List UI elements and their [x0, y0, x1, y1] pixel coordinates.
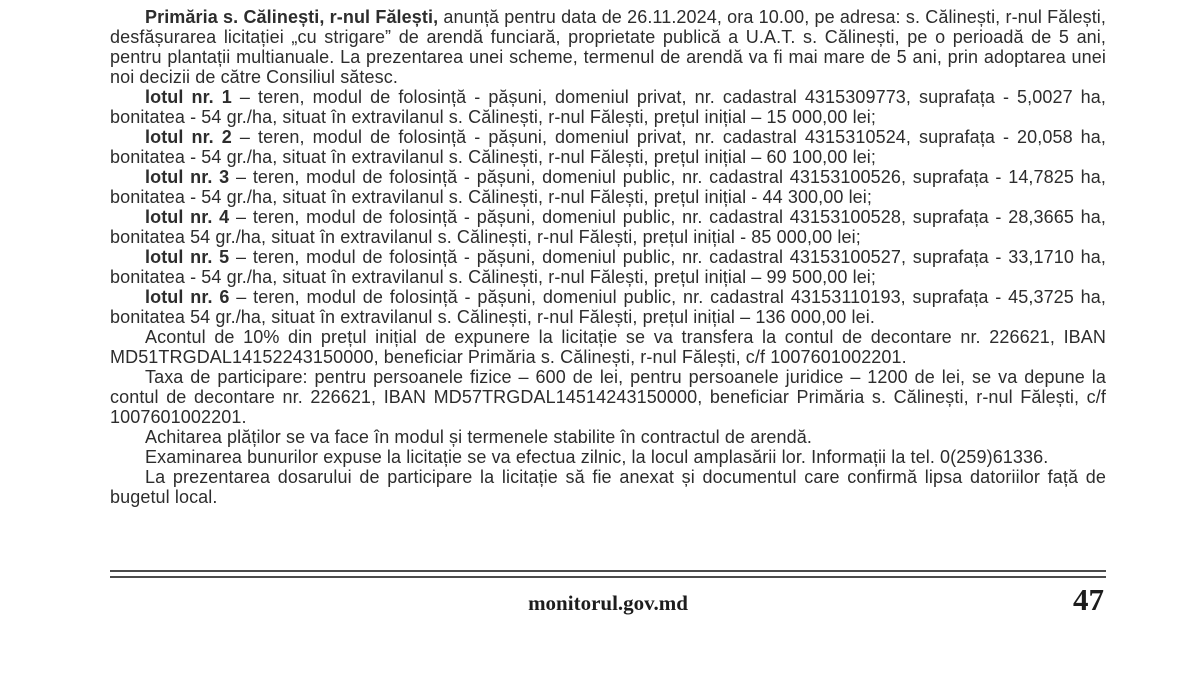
paragraph-fee — [110, 367, 1106, 427]
page-number: 47 — [1073, 582, 1104, 617]
paragraph-payment — [110, 427, 1106, 447]
paragraph-dossier-text: La prezentarea dosarului de participare la licitație să fie anexat și documentul care confirmă lipsa datoriilor față de bugetul local. — [110, 467, 1106, 507]
lot-number-label-4: lotul nr. 4 — [145, 207, 230, 227]
paragraph-intro — [110, 7, 1106, 87]
lot-item-6-text: – teren, modul de folosință - pășuni, domeniul public, nr. cadastral 43153110193, suprafața - 45,3725 ha, bonitatea 54 gr./ha, situat în extravilanul s. Călinești, r-nul Fălești, prețul inițial – 136 000,00 lei. — [110, 287, 1106, 327]
lot-item-3 — [110, 167, 1106, 207]
footer-site-label: monitorul.gov.md — [528, 591, 688, 615]
lot-item-4 — [110, 207, 1106, 247]
lot-number-label-3: lotul nr. 3 — [145, 167, 230, 187]
lot-item-2 — [110, 127, 1106, 167]
footer-divider — [110, 570, 1106, 578]
paragraph-deposit — [110, 327, 1106, 367]
lot-item-2-text: – teren, modul de folosință - pășuni, domeniul privat, nr. cadastral 4315310524, suprafața - 20,058 ha, bonitatea - 54 gr./ha, situat în extravilanul s. Călinești, r-nul Fălești, prețul inițial – 60 100,00 lei; — [110, 127, 1106, 167]
paragraph-examination-text: Examinarea bunurilor expuse la licitație se va efectua zilnic, la locul amplasării lor. Informații la tel. 0(259)61336. — [145, 447, 1049, 467]
lot-item-3-text: – teren, modul de folosință - pășuni, domeniul public, nr. cadastral 43153100526, suprafața - 14,7825 ha, bonitatea - 54 gr./ha, situat în extravilanul s. Călinești, r-nul Fălești, prețul inițial - 44 300,00 lei; — [110, 167, 1106, 207]
paragraph-deposit-text: Acontul de 10% din prețul inițial de expunere la licitație se va transfera la contul de decontare nr. 226621, IBAN MD51TRGDAL14152243150000, beneficiar Primăria s. Călinești, r-nul Fălești, c/f 1007601002201. — [110, 327, 1106, 367]
paragraph-fee-text: Taxa de participare: pentru persoanele fizice – 600 de lei, pentru persoanele juridice – 1200 de lei, se va depune la contul de decontare nr. 226621, IBAN MD57TRGDAL14514243150000, beneficiar Primăria s. Călinești, r-nul Fălești, c/f 1007601002201. — [110, 367, 1106, 427]
page-footer — [110, 582, 1106, 624]
lot-item-5-text: – teren, modul de folosință - pășuni, domeniul public, nr. cadastral 43153100527, suprafața - 33,1710 ha, bonitatea - 54 gr./ha, situat în extravilanul s. Călinești, r-nul Fălești, prețul inițial – 99 500,00 lei; — [110, 247, 1106, 287]
paragraph-examination — [110, 447, 1106, 467]
lot-number-label-2: lotul nr. 2 — [145, 127, 232, 147]
lot-number-label-1: lotul nr. 1 — [145, 87, 232, 107]
announcer-name: Primăria s. Călinești, r-nul Fălești, — [145, 7, 439, 27]
lot-item-6 — [110, 287, 1106, 327]
lot-number-label-6: lotul nr. 6 — [145, 287, 230, 307]
announcement-body — [110, 7, 1106, 507]
paragraph-payment-text: Achitarea plăților se va face în modul și termenele stabilite în contractul de arendă. — [145, 427, 812, 447]
lot-item-1-text: – teren, modul de folosință - pășuni, domeniul privat, nr. cadastral 4315309773, suprafața - 5,0027 ha, bonitatea - 54 gr./ha, situat în extravilanul s. Călinești, r-nul Fălești, prețul inițial – 15 000,00 lei; — [110, 87, 1106, 127]
paragraph-intro-text: anunță pentru data de 26.11.2024, ora 10.00, pe adresa: s. Călinești, r-nul Fălești, desfășurarea licitației „cu strigare” de arendă funciară, proprietate publică a U.A.T. s. Călinești, pe o perioadă de 5 ani, pentru plantații multianuale. La prezentarea unei scheme, termenul de arendă va fi mai mare de 5 ani, prin adoptarea unei noi decizii de către Consiliul sătesc. — [110, 7, 1106, 87]
lot-item-4-text: – teren, modul de folosință - pășuni, domeniul public, nr. cadastral 43153100528, suprafața - 28,3665 ha, bonitatea 54 gr./ha, situat în extravilanul s. Călinești, r-nul Fălești, prețul inițial - 85 000,00 lei; — [110, 207, 1106, 247]
lot-item-1 — [110, 87, 1106, 127]
paragraph-dossier — [110, 467, 1106, 507]
lot-item-5 — [110, 247, 1106, 287]
lot-number-label-5: lotul nr. 5 — [145, 247, 230, 267]
